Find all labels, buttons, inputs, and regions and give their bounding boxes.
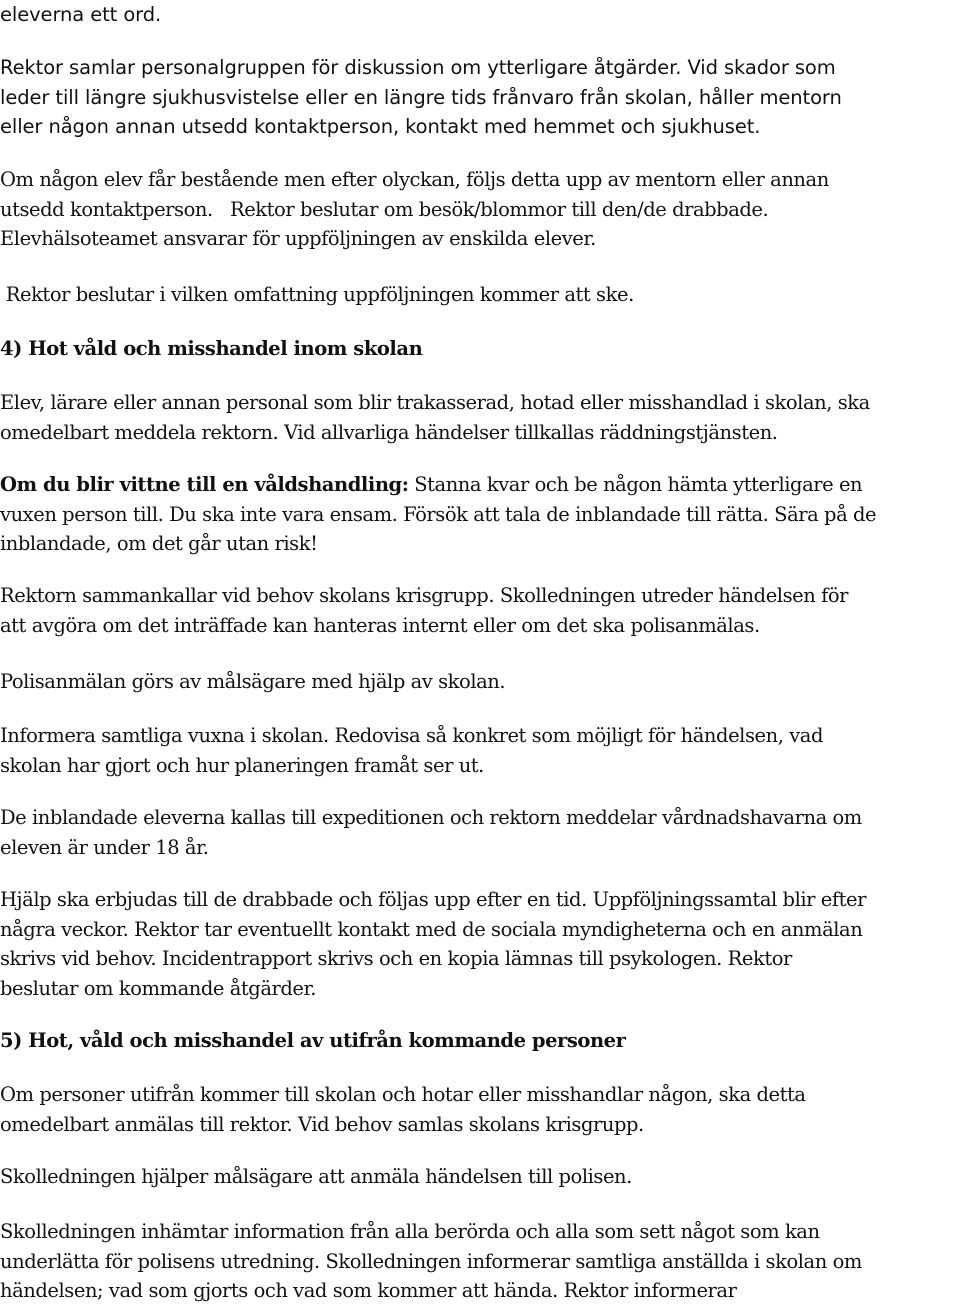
text-line: att avgöra om det inträffade kan hanteras internt eller om det ska polisanmälas.: [0, 613, 760, 637]
paragraph-help-report: [0, 1162, 632, 1192]
text-line: Elevhälsoteamet ansvarar för uppföljningen av enskilda elever.: [0, 227, 596, 250]
text-line: Hjälp ska erbjudas till de drabbade och följas upp efter en tid. Uppföljningssamtal blir efter: [0, 888, 866, 911]
paragraph-staff-discussion: [0, 53, 842, 142]
text-line: Polisanmälan görs av målsägare med hjälp av skolan.: [0, 670, 506, 693]
paragraph-closing-line: [0, 0, 161, 30]
text-line: eller någon annan utsedd kontaktperson, kontakt med hemmet och sjukhuset.: [0, 115, 761, 138]
text-line: Elev, lärare eller annan personal som blir trakasserad, hotad eller misshandlad i skolan, ska: [0, 391, 870, 414]
section-title: 5) Hot, våld och misshandel av utifrån kommande personer: [0, 1029, 626, 1052]
text-line: vuxen person till. Du ska inte vara ensam. Försök att tala de inblandade till rätta. Sära på de: [0, 502, 877, 526]
paragraph-follow-up-scope: [0, 280, 634, 310]
section-heading-5: [0, 1026, 625, 1056]
text-line: inblandade, om det går utan risk!: [0, 532, 318, 555]
text-line: skrivs vid behov. Incidentrapport skrivs och en kopia lämnas till psykologen. Rektor: [0, 947, 792, 970]
paragraph-crisis-group: [0, 581, 848, 640]
text-line: Om personer utifrån kommer till skolan och hotar eller misshandlar någon, ska detta: [0, 1083, 806, 1106]
paragraph-lasting-injury: [0, 165, 829, 254]
paragraph-police-report: [0, 667, 505, 697]
text-line: underlätta för polisens utredning. Skolledningen informerar samtliga anställda i skolan om: [0, 1249, 862, 1273]
text-line: De inblandade eleverna kallas till expeditionen och rektorn meddelar vårdnadshavarna om: [0, 806, 862, 829]
paragraph-outside-persons: [0, 1080, 806, 1139]
text-line: Rektor beslutar i vilken omfattning uppföljningen kommer att ske.: [0, 283, 634, 306]
text-line: händelsen; vad som gjorts och vad som kommer att hända. Rektor informerar: [0, 1279, 737, 1302]
text-line: skolan har gjort och hur planeringen framåt ser ut.: [0, 753, 484, 777]
text-line: beslutar om kommande åtgärder.: [0, 976, 316, 1000]
paragraph-report-to-principal: [0, 388, 870, 447]
text-line: några veckor. Rektor tar eventuellt kontakt med de sociala myndigheterna och en anmälan: [0, 917, 863, 941]
section-title: 4) Hot våld och misshandel inom skolan: [0, 337, 423, 360]
text-line: eleverna ett ord.: [0, 3, 162, 26]
text-line: Rektorn sammankallar vid behov skolans krisgrupp. Skolledningen utreder händelsen för: [0, 584, 849, 607]
text-line: Informera samtliga vuxna i skolan. Redovisa så konkret som möjligt för händelsen, vad: [0, 724, 823, 747]
text-line: omedelbart anmälas till rektor. Vid behov samlas skolans krisgrupp.: [0, 1112, 644, 1136]
paragraph-inform-adults: [0, 721, 823, 780]
paragraph-support: [0, 885, 866, 1003]
text-line: Skolledningen inhämtar information från alla berörda och alla som sett något som kan: [0, 1220, 820, 1243]
text-line: leder till längre sjukhusvistelse eller en längre tids frånvaro från skolan, håller mentorn: [0, 85, 842, 109]
section-heading-4: [0, 334, 422, 364]
text-line-rest: Stanna kvar och be någon hämta ytterligare en: [408, 473, 863, 496]
paragraph-guardians: [0, 803, 862, 862]
text-line: Skolledningen hjälper målsägare att anmäla händelsen till polisen.: [0, 1165, 632, 1188]
text-line: [0, 470, 876, 500]
text-line: utsedd kontaktperson. Rektor beslutar om besök/blommor till den/de drabbade.: [0, 197, 769, 221]
paragraph-witness: [0, 470, 876, 559]
bold-lead: Om du blir vittne till en våldshandling:: [0, 473, 409, 496]
text-line: Om någon elev får bestående men efter olyckan, följs detta upp av mentorn eller annan: [0, 168, 829, 191]
text-line: eleven är under 18 år.: [0, 835, 209, 859]
text-line: Rektor samlar personalgruppen för diskussion om ytterligare åtgärder. Vid skador som: [0, 56, 836, 79]
text-line: omedelbart meddela rektorn. Vid allvarliga händelser tillkallas räddningstjänsten.: [0, 420, 778, 444]
paragraph-gather-information: [0, 1217, 862, 1306]
